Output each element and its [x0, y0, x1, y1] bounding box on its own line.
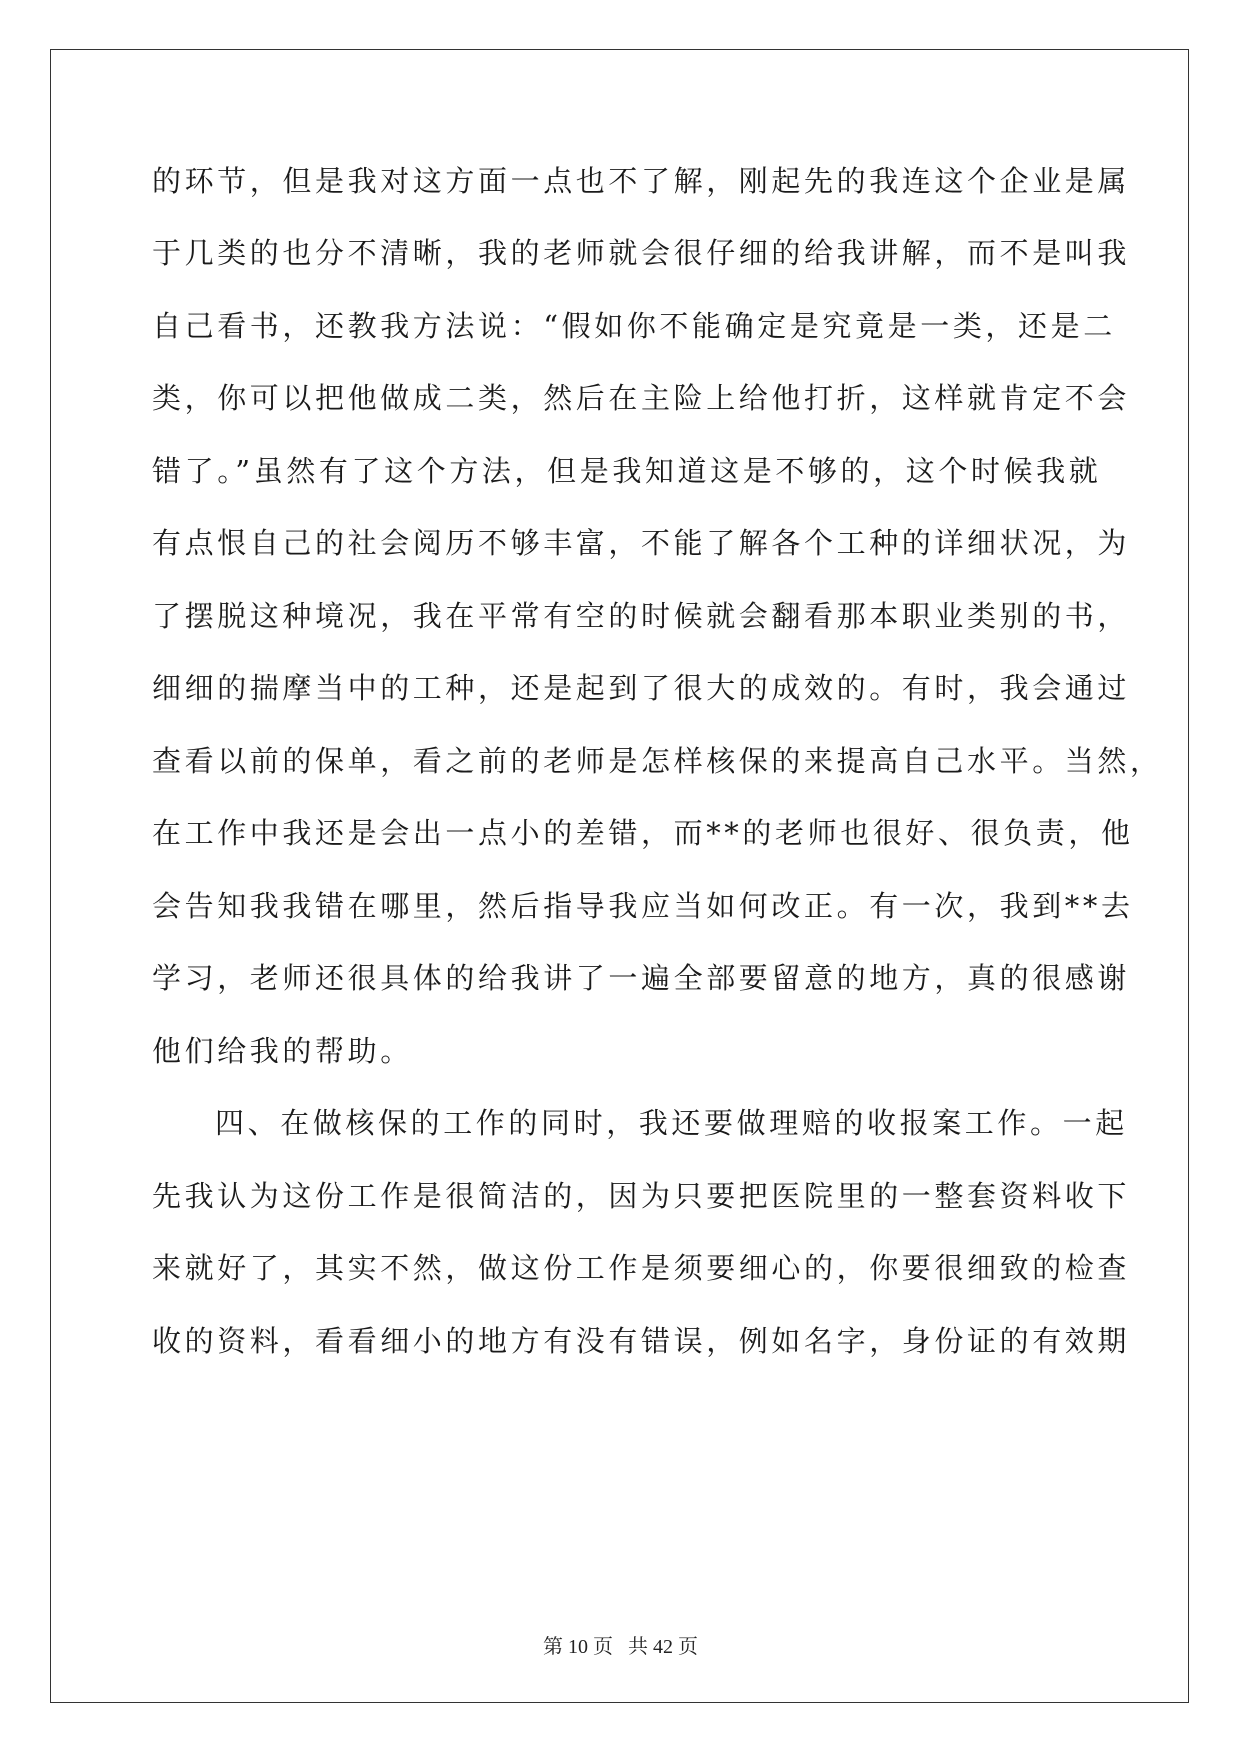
text-line: 错了。”虽然有了这个方法，但是我知道这是不够的，这个时候我就 [152, 454, 1102, 488]
text-line: 来就好了，其实不然，做这份工作是须要细心的，你要很细致的检查 [152, 1251, 1131, 1285]
page-border [50, 49, 1189, 1703]
page-number-footer: 第 10 页 共 42 页 [543, 1636, 698, 1658]
text-line: 有点恨自己的社会阅历不够丰富，不能了解各个工种的详细状况，为 [152, 526, 1131, 560]
text-line: 学习，老师还很具体的给我讲了一遍全部要留意的地方，真的很感谢 [152, 961, 1131, 995]
text-line: 类，你可以把他做成二类，然后在主险上给他打折，这样就肯定不会 [152, 381, 1131, 415]
text-line: 收的资料，看看细小的地方有没有错误，例如名字，身份证的有效期 [152, 1324, 1131, 1358]
text-line: 细细的揣摩当中的工种，还是起到了很大的成效的。有时，我会通过 [152, 671, 1131, 705]
text-line: 在工作中我还是会出一点小的差错，而**的老师也很好、很负责，他 [152, 816, 1134, 850]
text-line: 查看以前的保单，看之前的老师是怎样核保的来提高自己水平。当然， [152, 744, 1163, 778]
text-line: 自己看书，还教我方法说：“假如你不能确定是究竟是一类，还是二 [152, 309, 1116, 343]
text-line: 会告知我我错在哪里，然后指导我应当如何改正。有一次，我到**去 [152, 889, 1134, 923]
text-line: 他们给我的帮助。 [152, 1034, 413, 1068]
text-line: 的环节，但是我对这方面一点也不了解，刚起先的我连这个企业是属 [152, 164, 1131, 198]
text-line: 于几类的也分不清晰，我的老师就会很仔细的给我讲解，而不是叫我 [152, 236, 1131, 270]
paragraph-first-line: 四、在做核保的工作的同时，我还要做理赔的收报案工作。一起 [215, 1106, 1128, 1140]
text-line: 先我认为这份工作是很简洁的，因为只要把医院里的一整套资料收下 [152, 1179, 1131, 1213]
text-line: 了摆脱这种境况，我在平常有空的时候就会翻看那本职业类别的书， [152, 599, 1131, 633]
